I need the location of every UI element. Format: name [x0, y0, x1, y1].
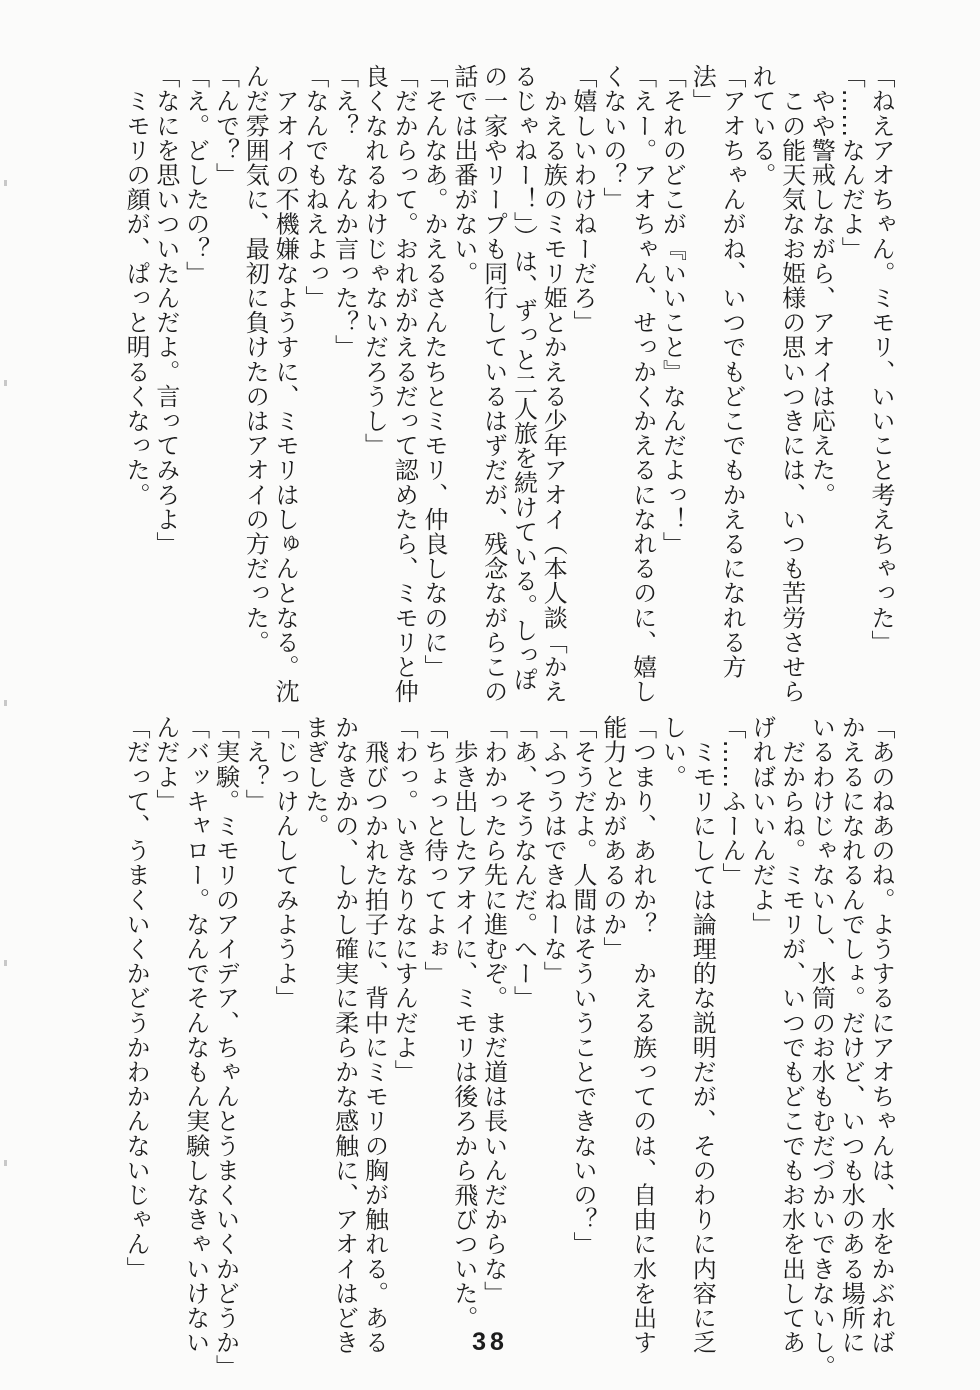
text-line: ミモリの顔が、ぱっと明るくなった。: [122, 64, 151, 507]
text-line: しい。: [658, 715, 687, 789]
text-line: んだ雰囲気に、最初に負けたのはアオイの方だった。: [241, 64, 270, 655]
text-line: 法」: [688, 64, 717, 114]
scan-mark: [4, 1160, 7, 1166]
scan-mark: [4, 380, 7, 386]
text-line: かなきかの、しかし確実に柔らかな感触に、アオイはどき: [330, 715, 359, 1355]
text-line: 話では出番がない。: [449, 64, 478, 286]
text-line: 「そうだよ。人間はそういうことできないの？」: [569, 715, 598, 1257]
text-line: 「なんでもねえよっ」: [300, 64, 329, 310]
text-line: 「嬉しいわけねーだろ」: [569, 64, 598, 335]
text-line: の一家やリープも同行しているはずだが、残念ながらこの: [479, 64, 508, 704]
text-line: やや警戒しながら、アオイは応えた。: [807, 64, 836, 507]
text-line: かえる族のミモリ姫とかえる少年アオイ（本人談「かえ: [539, 64, 568, 704]
text-line: 「実験。ミモリのアイデア、ちゃんとうまくいくかどうか」: [211, 715, 240, 1380]
text-line: いるわけじゃないし、水筒のお水もむだづかいできないし。: [807, 715, 836, 1380]
text-line: 「あのねあのね。ようするにアオちゃんは、水をかぶれば: [867, 715, 895, 1355]
scan-mark: [4, 180, 7, 186]
text-line: 「ちょっと待ってよぉ」: [420, 715, 449, 986]
text-line: んだよ」: [151, 715, 180, 814]
text-line: 「だからって。おれがかえるだって認めたら、ミモリと仲: [390, 64, 419, 704]
text-line: ミモリにしては論理的な説明だが、そのわりに内容に乏: [688, 715, 717, 1355]
text-line: げればいいんだよ」: [747, 715, 776, 937]
text-line: 「ふつうはできねーな」: [539, 715, 568, 986]
text-line: 「そんなあ。かえるさんたちとミモリ、仲良しなのに」: [420, 64, 449, 679]
text-line: れている。: [747, 64, 776, 187]
text-line: 「え。どしたの？」: [181, 64, 210, 286]
text-line: かえるになれるんでしょ。だけど、いつも水のある場所に: [837, 715, 866, 1355]
text-line: 「あ、そうなんだ。へー」: [509, 715, 538, 1011]
text-line: 「なにを思いついたんだよ。言ってみろよ」: [151, 64, 180, 556]
text-line: 「わかったら先に進むぞ。まだ道は長いんだからな」: [479, 715, 508, 1306]
text-line: 「それのどこが『いいこと』なんだよっ！」: [658, 64, 687, 556]
text-line: 「じっけんしてみようよ」: [271, 715, 300, 1011]
text-line: 「アオちゃんがね、いつでもどこでもかえるになれる方: [718, 64, 747, 679]
scan-mark: [4, 960, 7, 966]
text-line: くないの？」: [598, 64, 627, 212]
text-line: この能天気なお姫様の思いつきには、いつも苦労させら: [777, 64, 806, 704]
text-line: アオイの不機嫌なようすに、ミモリはしゅんとなる。沈: [271, 64, 300, 704]
text-block-top: [120, 64, 895, 704]
page-number: 38: [472, 1328, 508, 1356]
text-line: まぎした。: [300, 715, 329, 838]
text-line: 「えー。アオちゃん、せっかくかえるになれるのに、嬉し: [628, 64, 657, 704]
text-line: 飛びつかれた拍子に、背中にミモリの胸が触れる。ある: [360, 715, 389, 1355]
text-line: 歩き出したアオイに、ミモリは後ろから飛びついた。: [449, 715, 478, 1330]
text-line: 「つまり、あれか？ かえる族ってのは、自由に水を出す: [628, 715, 657, 1355]
text-line: 「え？ なんか言った？」: [330, 64, 359, 360]
text-line: 「わっ。いきなりなにすんだよ」: [390, 715, 419, 1084]
text-line: 「え？」: [241, 715, 270, 814]
text-line: 「ねえアオちゃん。ミモリ、いいこと考えちゃった」: [867, 64, 895, 655]
text-line: 「だって、うまくいくかどうかわかんないじゃん」: [122, 715, 151, 1281]
text-line: 「……ふーん」: [718, 715, 747, 888]
text-line: るじゃねー！」）は、ずっと二人旅を続けている。しっぽ: [509, 64, 538, 692]
scan-mark: [4, 700, 7, 706]
text-line: 能力とかがあるのか」: [598, 715, 627, 961]
text-line: 「……なんだよ」: [837, 64, 866, 261]
text-line: 「バッキャロー。なんでそんなもん実験しなきゃいけない: [181, 715, 210, 1355]
text-line: だからね。ミモリが、いつでもどこでもお水を出してあ: [777, 715, 806, 1355]
text-line: 「んで？」: [211, 64, 240, 187]
text-line: 良くなれるわけじゃないだろうし」: [360, 64, 389, 458]
